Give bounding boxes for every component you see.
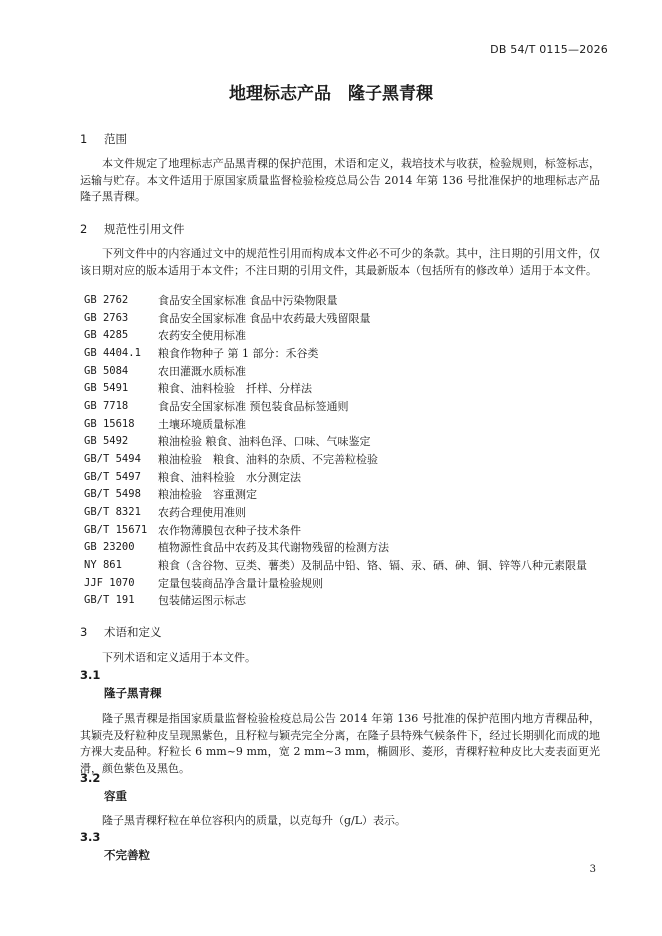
reference-item: [84, 592, 587, 610]
paragraph: 隆子黑青稞籽粒在单位容积内的质量，以克每升（g/L）表示。: [102, 814, 407, 827]
reference-code: JJF 1070: [84, 576, 135, 589]
reference-item: [84, 433, 587, 451]
section-1-heading: [80, 131, 127, 147]
reference-item: [84, 522, 587, 540]
reference-code: GB/T 8321: [84, 505, 141, 518]
reference-title: 粮食作物种子 第 1 部分：禾谷类: [158, 346, 319, 360]
reference-title: 粮油检验 粮食、油料色泽、口味、气味鉴定: [158, 435, 371, 449]
reference-code: GB/T 15671: [84, 523, 148, 536]
reference-code: GB 15618: [84, 417, 135, 430]
section-number: 2: [80, 222, 88, 236]
reference-code: GB/T 5494: [84, 452, 141, 465]
reference-title: 植物源性食品中农药及其代谢物残留的检测方法: [158, 541, 389, 555]
term-3-1-title: 隆子黑青稞: [104, 686, 162, 700]
reference-item: [84, 292, 587, 310]
reference-code: GB 5491: [84, 382, 129, 395]
reference-item: [84, 398, 587, 416]
reference-title: 粮食（含谷物、豆类、薯类）及制品中铅、铬、镉、汞、硒、砷、铜、锌等八种元素限量: [158, 558, 587, 572]
document-code: DB 54/T 0115—2026: [490, 43, 608, 56]
term-3-2-title: 容重: [104, 789, 127, 803]
reference-title: 包装储运图示标志: [158, 594, 246, 608]
reference-title: 粮油检验 容重测定: [158, 488, 257, 502]
term-3-3-title: 不完善粒: [104, 848, 150, 862]
reference-code: GB 2763: [84, 311, 129, 324]
reference-title: 定量包装商品净含量计量检验规则: [158, 576, 323, 590]
paragraph: 下列文件中的内容通过文中的规范性引用而构成本文件必不可少的条款。其中，注日期的引用文件，仅该日期对应的版本适用于本文件；不注日期的引用文件，其最新版本（包括所有的修改单）适用于本文件。: [80, 247, 600, 277]
reference-code: GB/T 191: [84, 594, 135, 607]
reference-item: [84, 327, 587, 345]
section-number: 1: [80, 132, 88, 146]
reference-list: [84, 292, 587, 610]
reference-title: 粮食、油料检验 扦样、分样法: [158, 382, 312, 396]
section-1-text: [80, 156, 600, 206]
term-3-2-definition: [80, 813, 600, 830]
reference-item: [84, 451, 587, 469]
paragraph: 隆子黑青稞是指国家质量监督检验检疫总局公告 2014 年第 136 号批准的保护范围内地方青稞品种，其颖壳及籽粒种皮呈现黑紫色，且籽粒与颖壳完全分离，在隆子县特殊气候条件下，经过长期驯化而成的地方裸大麦品种。籽粒长 6 mm~9 mm，宽 2 mm~3 mm，椭圆形、菱形，青稞籽粒种皮比大麦表面更光滑，颜色紫色及黑色。: [80, 712, 600, 775]
reference-title: 粮食、油料检验 水分测定法: [158, 470, 301, 484]
reference-item: [84, 416, 587, 434]
reference-title: 农作物薄膜包衣种子技术条件: [158, 523, 301, 537]
reference-item: [84, 345, 587, 363]
reference-code: GB 4285: [84, 329, 129, 342]
reference-code: GB 5492: [84, 435, 129, 448]
reference-title: 粮油检验 粮食、油料的杂质、不完善粒检验: [158, 452, 378, 466]
reference-item: [84, 539, 587, 557]
page-number: 3: [589, 864, 596, 875]
reference-item: [84, 557, 587, 575]
term-3-1-definition: [80, 711, 600, 777]
reference-item: [84, 486, 587, 504]
paragraph: 下列术语和定义适用于本文件。: [102, 651, 256, 664]
paragraph: 本文件规定了地理标志产品黑青稞的保护范围，术语和定义，栽培技术与收获，检验规则，标签标志，运输与贮存。本文件适用于原国家质量监督检验检疫总局公告 2014 年第 136 号批准保护的地理标志产品隆子黑青稞。: [80, 157, 600, 203]
reference-code: GB 4404.1: [84, 346, 141, 359]
reference-title: 农药合理使用准则: [158, 505, 246, 519]
term-3-1-number: 3.1: [80, 668, 101, 682]
section-title: 规范性引用文件: [104, 222, 185, 236]
reference-item: [84, 363, 587, 381]
section-3-heading: [80, 624, 162, 640]
reference-title: 食品安全国家标准 食品中污染物限量: [158, 294, 338, 307]
section-2-heading: [80, 221, 185, 237]
document-title: 地理标志产品 隆子黑青稞: [229, 84, 433, 104]
section-number: 3: [80, 625, 88, 639]
section-3-intro: [80, 650, 600, 667]
reference-code: GB 7718: [84, 399, 129, 412]
reference-title: 食品安全国家标准 食品中农药最大残留限量: [158, 311, 371, 325]
reference-item: [84, 310, 587, 328]
reference-item: [84, 380, 587, 398]
section-title: 术语和定义: [104, 625, 162, 639]
reference-title: 农药安全使用标准: [158, 329, 246, 343]
reference-title: 农田灌溉水质标准: [158, 364, 246, 378]
reference-item: [84, 504, 587, 522]
reference-code: GB 5084: [84, 364, 129, 377]
section-2-intro: [80, 246, 600, 279]
reference-code: NY 861: [84, 558, 122, 571]
reference-title: 土壤环境质量标准: [158, 417, 246, 431]
reference-code: GB/T 5497: [84, 470, 141, 483]
section-title: 范围: [104, 132, 127, 146]
reference-title: 食品安全国家标准 预包装食品标签通则: [158, 399, 349, 413]
reference-code: GB 23200: [84, 541, 135, 554]
reference-code: GB/T 5498: [84, 488, 141, 501]
term-3-3-number: 3.3: [80, 830, 101, 844]
reference-item: [84, 575, 587, 593]
reference-code: GB 2762: [84, 294, 129, 306]
reference-item: [84, 469, 587, 487]
term-3-2-number: 3.2: [80, 771, 101, 785]
